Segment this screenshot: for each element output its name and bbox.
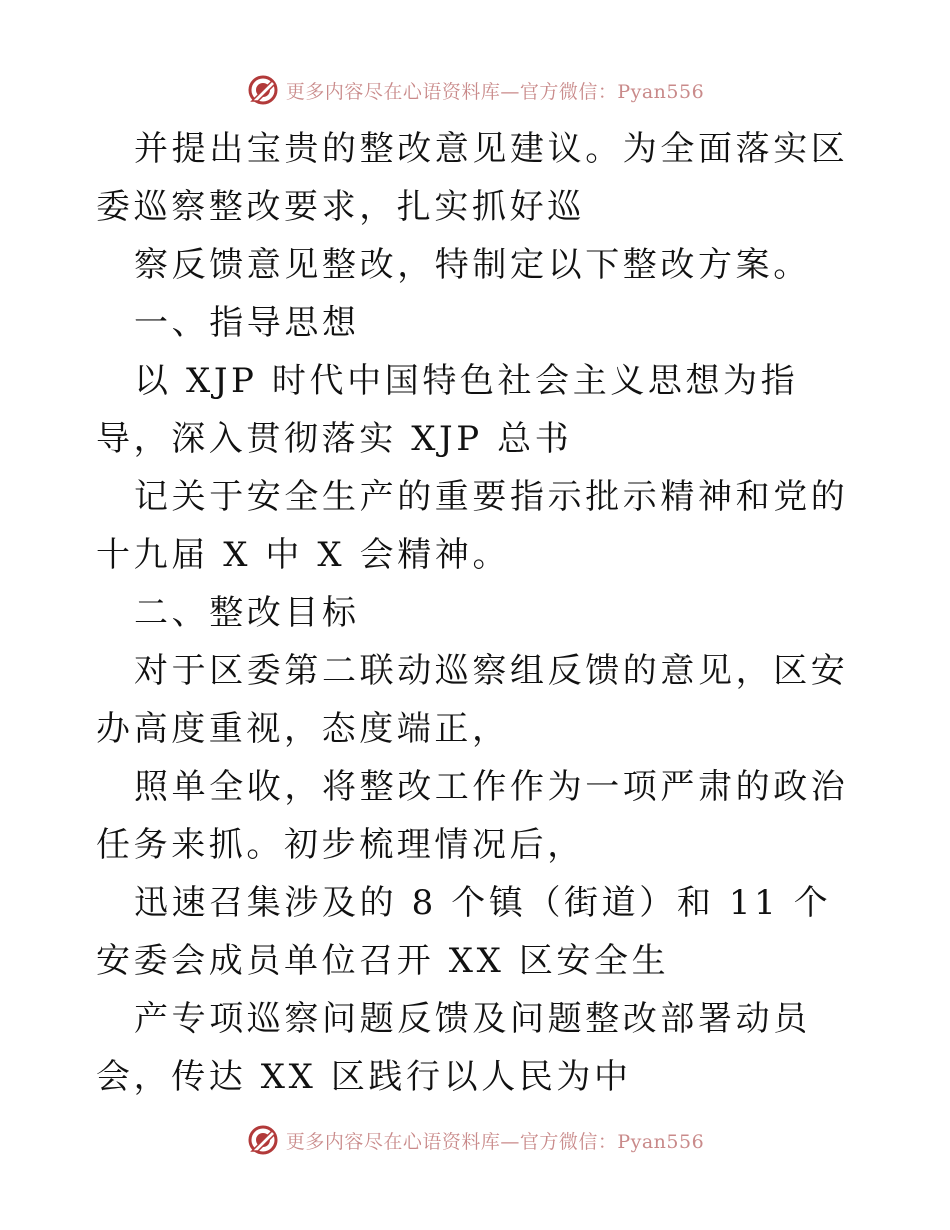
footer-banner bbox=[0, 1120, 950, 1160]
paragraph: 并提出宝贵的整改意见建议。为全面落实区委巡察整改要求，扎实抓好巡 bbox=[96, 129, 849, 227]
paragraph: 迅速召集涉及的 8 个镇（街道）和 11 个安委会成员单位召开 XX 区安全生 bbox=[96, 883, 832, 981]
paragraph: 察反馈意见整改，特制定以下整改方案。 bbox=[134, 245, 811, 285]
paragraph: 产专项巡察问题反馈及问题整改部署动员会，传达 XX 区践行以人民为中 bbox=[96, 999, 811, 1097]
paragraph: 照单全收，将整改工作作为一项严肃的政治任务来抓。初步梳理情况后， bbox=[96, 767, 849, 865]
document-body bbox=[96, 120, 856, 1106]
section-heading: 二、整改目标 bbox=[134, 593, 360, 633]
header-banner-text: 更多内容尽在心语资料库—官方微信：Pyan556 bbox=[285, 80, 705, 103]
quill-logo-icon bbox=[246, 73, 280, 107]
quill-logo-icon bbox=[246, 1123, 280, 1157]
paragraph: 记关于安全生产的重要指示批示精神和党的十九届 X 中 X 会精神。 bbox=[96, 477, 849, 575]
footer-banner-text: 更多内容尽在心语资料库—官方微信：Pyan556 bbox=[285, 1130, 705, 1153]
paragraph: 对于区委第二联动巡察组反馈的意见，区安办高度重视，态度端正， bbox=[96, 651, 849, 749]
header-banner bbox=[0, 70, 950, 110]
paragraph: 以 XJP 时代中国特色社会主义思想为指导，深入贯彻落实 XJP 总书 bbox=[96, 361, 799, 459]
section-heading: 一、指导思想 bbox=[134, 303, 360, 343]
